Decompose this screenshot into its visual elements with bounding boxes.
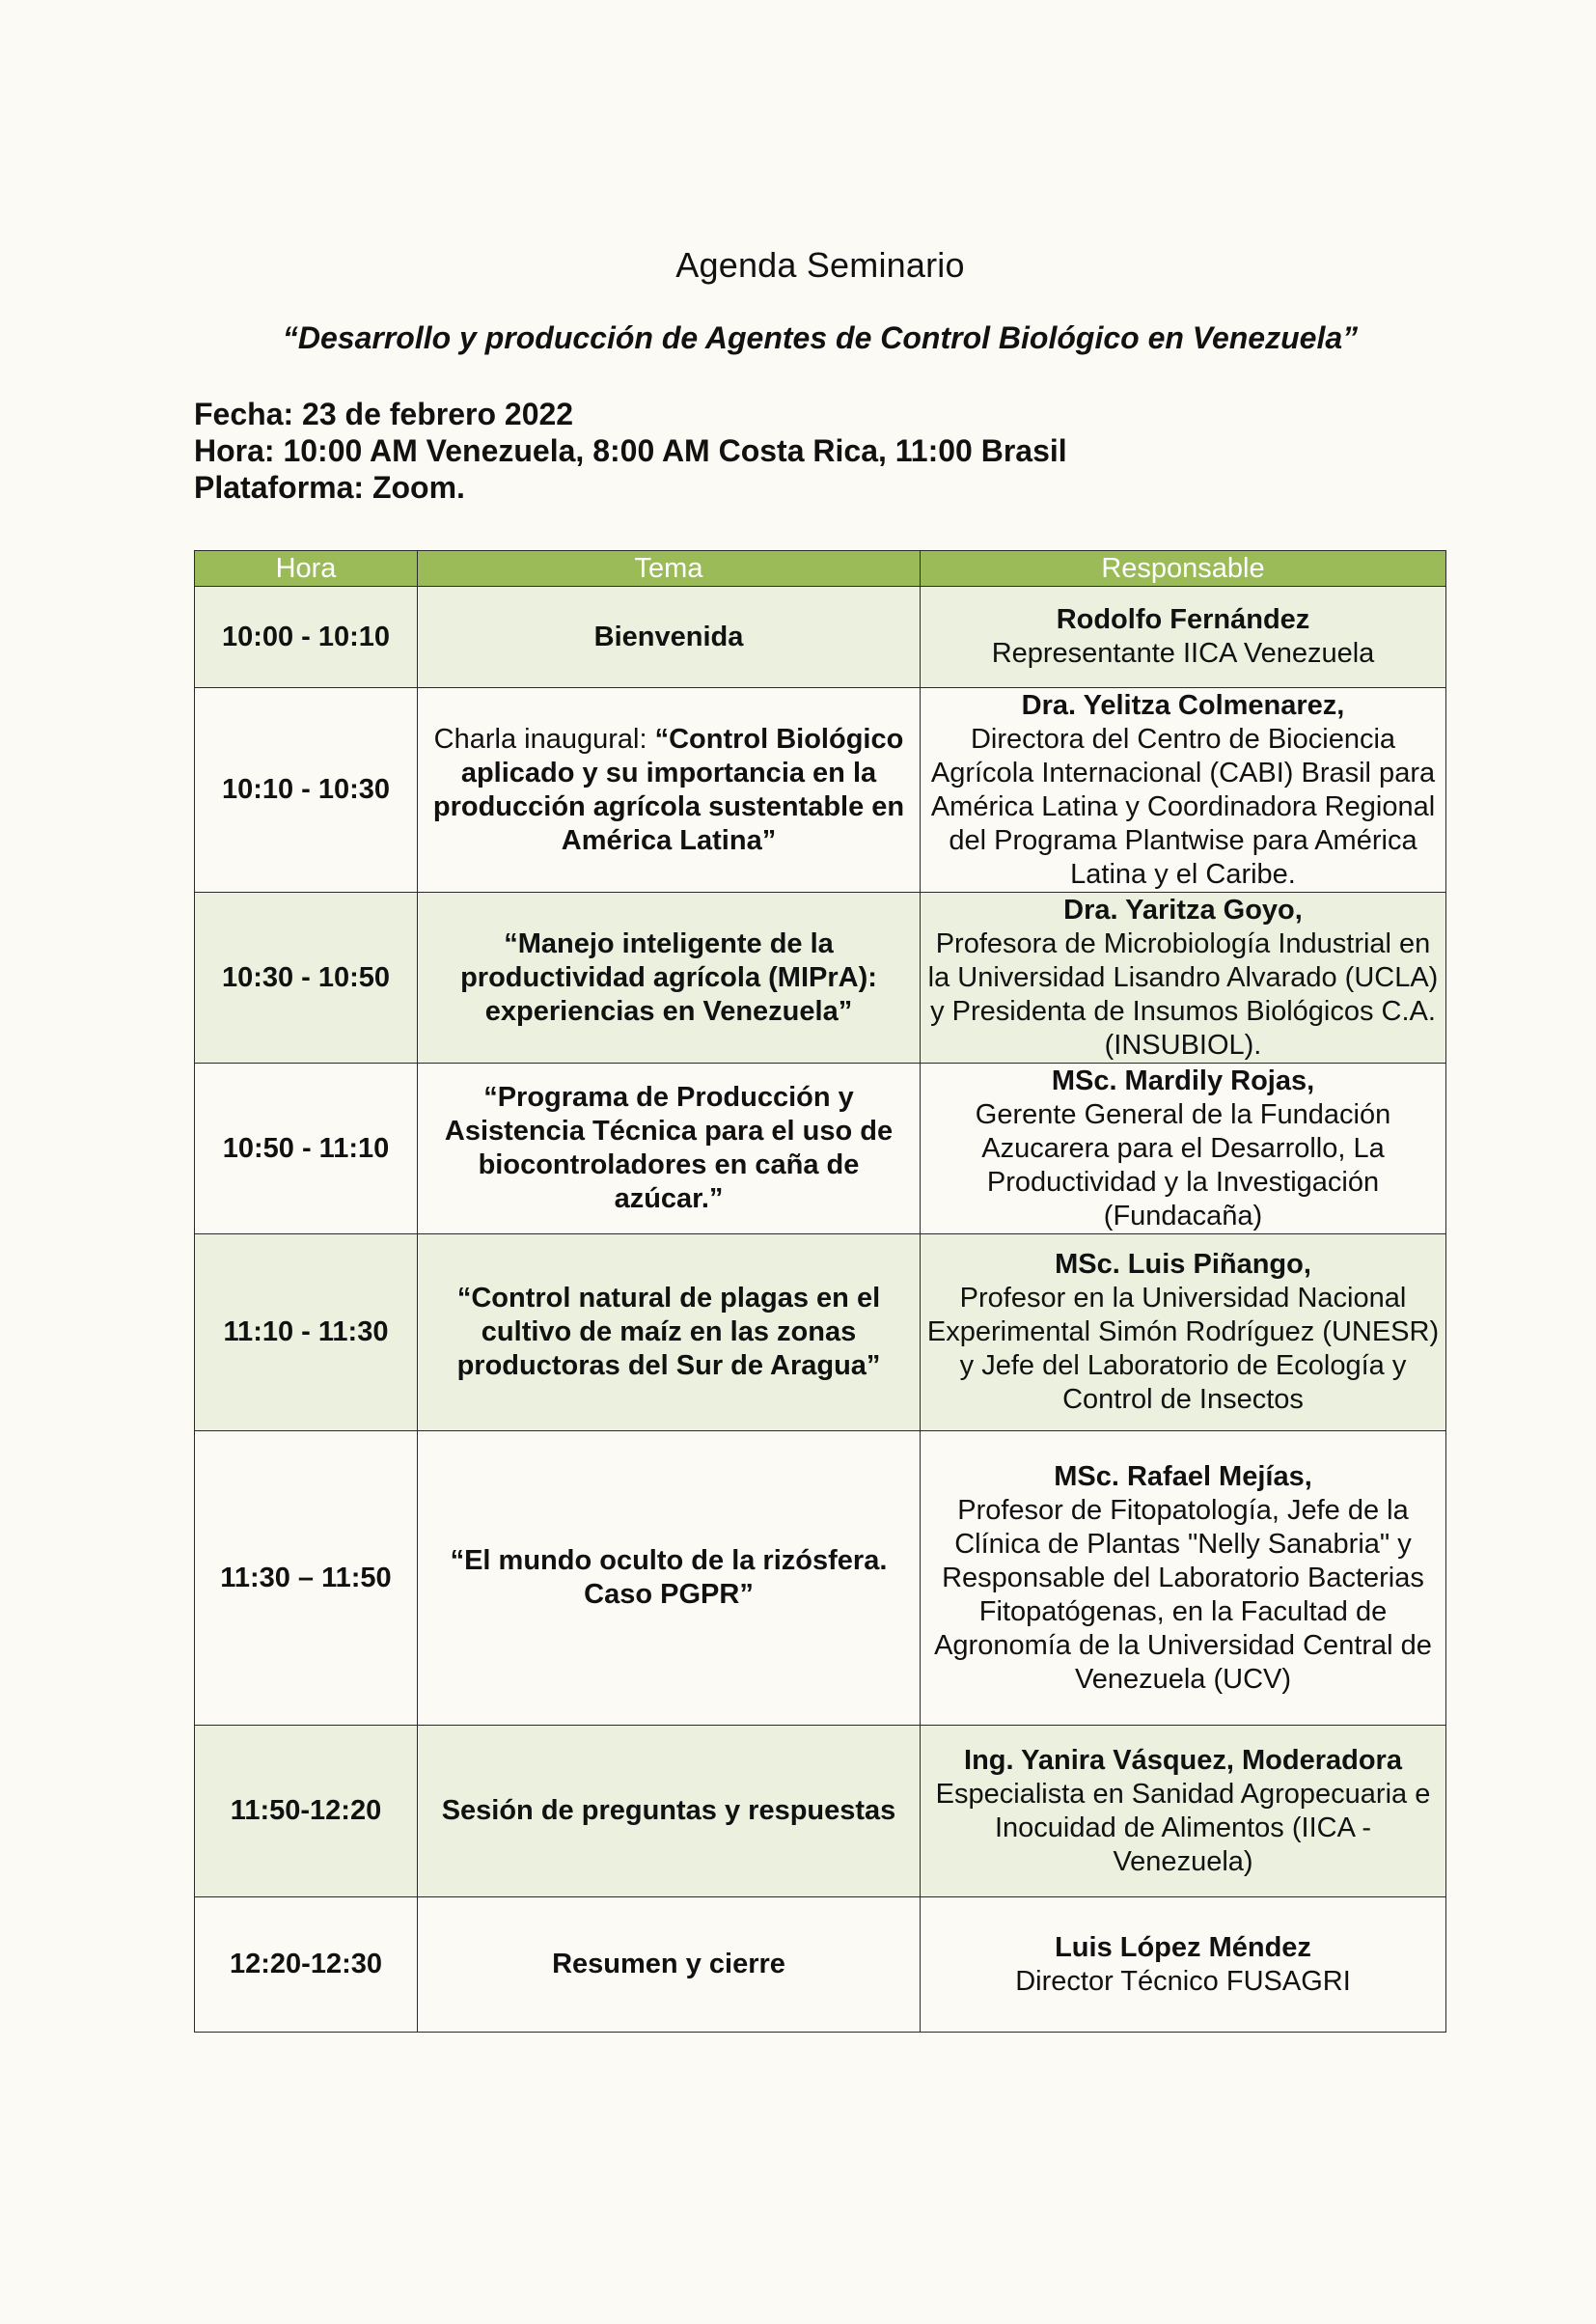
responsable-description: Director Técnico FUSAGRI: [1015, 1965, 1351, 1997]
table-row: [195, 1064, 1446, 1234]
responsable-name: Rodolfo Fernández: [1056, 604, 1310, 635]
responsable-name: Dra. Yaritza Goyo,: [1063, 894, 1303, 926]
row-tema: “Control natural de plagas en el cultivo de maíz en las zonas productoras del Sur de Aragua”: [418, 1234, 921, 1431]
event-time: Hora: 10:00 AM Venezuela, 8:00 AM Costa Rica, 11:00 Brasil: [194, 433, 1067, 468]
row-hora: 11:30 – 11:50: [195, 1431, 418, 1726]
row-tema: Sesión de preguntas y respuestas: [418, 1726, 921, 1897]
row-hora: 12:20-12:30: [195, 1897, 418, 2033]
responsable-name: MSc. Rafael Mejías,: [1054, 1460, 1312, 1492]
tema-title: “Control Biológico aplicado y su importancia en la producción agrícola sustentable en América Latina”: [432, 723, 905, 856]
row-hora: 11:50-12:20: [195, 1726, 418, 1897]
table-row: [195, 587, 1446, 688]
page-title: Agenda Seminario: [675, 245, 965, 285]
tema-prefix: Charla inaugural:: [433, 723, 655, 755]
responsable-name: MSc. Mardily Rojas,: [1051, 1065, 1315, 1096]
responsable-name: Dra. Yelitza Colmenarez,: [1021, 689, 1345, 721]
row-hora: 11:10 - 11:30: [195, 1234, 418, 1431]
row-responsable: [921, 1726, 1446, 1897]
responsable-description: Especialista en Sanidad Agropecuaria e Inocuidad de Alimentos (IICA - Venezuela): [935, 1778, 1431, 1877]
seminar-subtitle: “Desarrollo y producción de Agentes de Control Biológico en Venezuela”: [282, 320, 1359, 355]
responsable-description: Gerente General de la Fundación Azucarera para el Desarrollo, La Productividad y la Investigación (Fundacaña): [975, 1098, 1391, 1231]
event-date: Fecha: 23 de febrero 2022: [194, 397, 574, 431]
agenda-table: [194, 550, 1446, 2033]
responsable-description: Representante IICA Venezuela: [991, 638, 1375, 669]
row-tema: “El mundo oculto de la rizósfera. Caso PGPR”: [418, 1431, 921, 1726]
responsable-description: Profesora de Microbiología Industrial en la Universidad Lisandro Alvarado (UCLA) y Presidenta de Insumos Biológicos C.A. (INSUBIOL).: [927, 927, 1439, 1061]
row-responsable: [921, 688, 1446, 893]
row-responsable: [921, 1234, 1446, 1431]
row-hora: 10:50 - 11:10: [195, 1064, 418, 1234]
responsable-description: Directora del Centro de Biociencia Agrícola Internacional (CABI) Brasil para América Latina y Coordinadora Regional del Programa Plantwise para América Latina y el Caribe.: [930, 723, 1436, 890]
responsable-name: Ing. Yanira Vásquez, Moderadora: [964, 1744, 1402, 1776]
row-responsable: [921, 1064, 1446, 1234]
row-hora: 10:10 - 10:30: [195, 688, 418, 893]
row-responsable: [921, 1431, 1446, 1726]
table-row: [195, 1897, 1446, 2033]
header-hora: Hora: [195, 551, 418, 587]
table-row: [195, 1726, 1446, 1897]
table-row: [195, 893, 1446, 1064]
responsable-description: Profesor de Fitopatología, Jefe de la Clínica de Plantas "Nelly Sanabria" y Responsable del Laboratorio Bacterias Fitopatógenas, en la Facultad de Agronomía de la Universidad Central de Venezuela (UCV): [934, 1494, 1432, 1695]
row-tema: Resumen y cierre: [418, 1897, 921, 2033]
row-tema: “Programa de Producción y Asistencia Técnica para el uso de biocontroladores en caña de azúcar.”: [418, 1064, 921, 1234]
row-responsable: [921, 587, 1446, 688]
row-responsable: [921, 1897, 1446, 2033]
row-hora: 10:30 - 10:50: [195, 893, 418, 1064]
row-responsable: [921, 893, 1446, 1064]
responsable-name: MSc. Luis Piñango,: [1055, 1249, 1311, 1280]
row-tema: Bienvenida: [418, 587, 921, 688]
event-platform: Plataforma: Zoom.: [194, 470, 465, 505]
row-tema: “Manejo inteligente de la productividad agrícola (MIPrA): experiencias en Venezuela”: [418, 893, 921, 1064]
row-tema: [418, 688, 921, 893]
table-row: [195, 1234, 1446, 1431]
row-hora: 10:00 - 10:10: [195, 587, 418, 688]
event-details: [194, 396, 1067, 506]
responsable-name: Luis López Méndez: [1055, 1931, 1311, 1963]
header-responsable: Responsable: [921, 551, 1446, 587]
table-row: [195, 688, 1446, 893]
header-tema: Tema: [418, 551, 921, 587]
table-header-row: [195, 551, 1446, 587]
table-row: [195, 1431, 1446, 1726]
responsable-description: Profesor en la Universidad Nacional Experimental Simón Rodríguez (UNESR) y Jefe del Laboratorio de Ecología y Control de Insectos: [926, 1283, 1440, 1415]
